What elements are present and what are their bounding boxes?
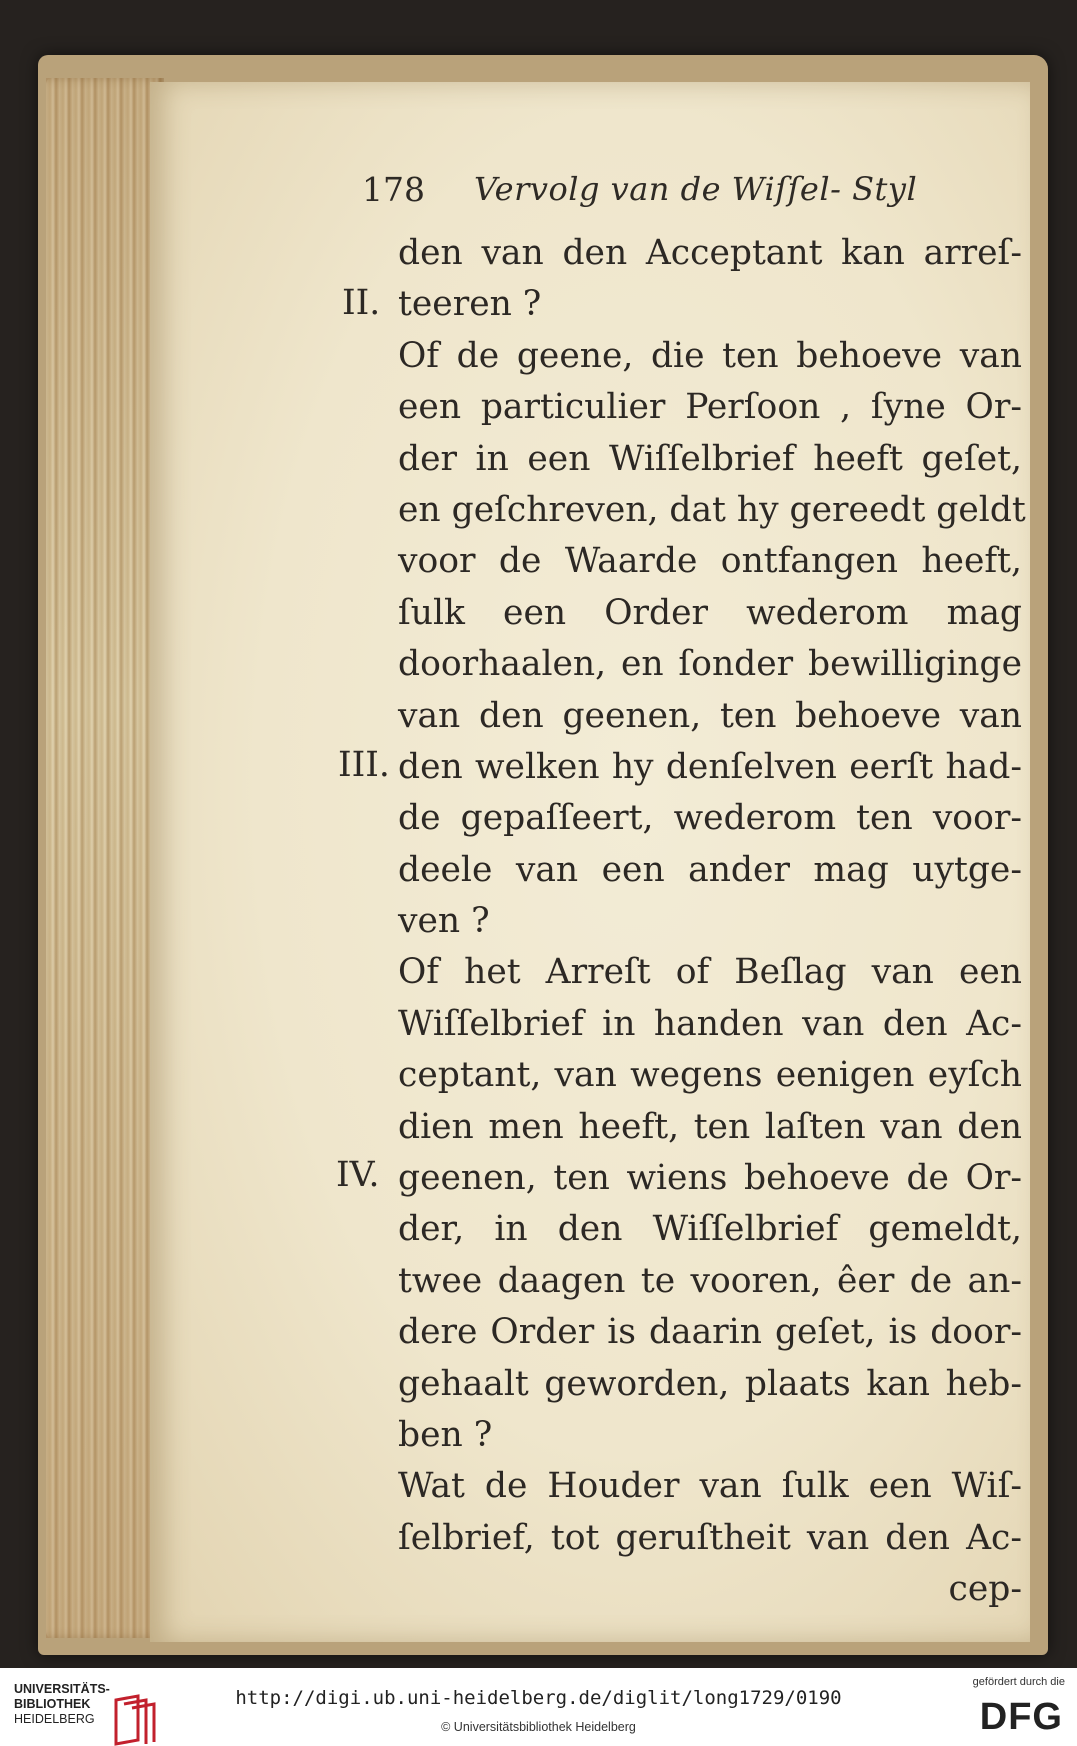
catchword: cep- [948,1569,1022,1610]
text-line: Wiſſelbrief in handen van den Ac- [398,1003,1022,1044]
library-name-line: UNIVERSITÄTS- [14,1682,110,1696]
page-edges [46,78,164,1638]
text-line: teeren ? [398,284,542,325]
text-line: geenen, ten wiens behoeve de Or- [398,1158,1022,1199]
permalink-url[interactable]: http://digi.ub.uni-heidelberg.de/diglit/long1729/0190 [235,1687,842,1709]
page-number: 178 [362,170,425,209]
text-line: de gepaſſeert, wederom ten voor- [398,798,1022,839]
question-numeral-4: IV. [336,1155,380,1195]
running-title: Vervolg van de Wiſſel- Styl [474,170,918,208]
text-line: dien men heeft, ten laſten van den [398,1106,1022,1147]
footer-bar [0,1668,1077,1746]
text-line: doorhaalen, en ſonder bewilliginge [398,644,1022,685]
text-line: Of de geene, die ten behoeve van [398,335,1022,376]
text-line: van den geenen, ten behoeve van [398,695,1022,736]
text-line: Wat de Houder van ſulk een Wiſ- [398,1466,1022,1507]
text-line: den van den Acceptant kan arreſ- [398,233,1022,273]
library-name-line: HEIDELBERG [14,1712,95,1726]
copyright-notice: © Universitätsbibliothek Heidelberg [441,1720,636,1734]
text-line: ſelbrief, tot geruſtheit van den Ac- [398,1517,1022,1558]
funding-note: gefördert durch die [972,1676,1065,1688]
text-line: gehaalt geworden, plaats kan heb- [398,1363,1022,1404]
text-line: ven ? [398,901,490,942]
library-name-line: BIBLIOTHEK [14,1697,91,1711]
text-line: ceptant, van wegens eenigen eyſch [398,1055,1022,1096]
question-numeral-3: III. [338,745,390,785]
question-numeral-2: II. [342,283,381,323]
text-line: voor de Waarde ontfangen heeft, [398,541,1022,582]
page-header [362,170,922,220]
text-line: Of het Arreſt of Beſlag van een [398,952,1022,993]
text-line: een particulier Perſoon , ſyne Or- [398,387,1022,428]
body-text [398,228,1026,1616]
text-line: ſulk een Order wederom mag [398,592,1022,633]
text-line: der in een Wiſſelbrief heeft geſet, [398,438,1022,479]
text-line: dere Order is daarin geſet, is door- [398,1312,1022,1353]
text-line: den welken hy denſelven eerſt had- [398,746,1022,787]
text-line: ben ? [398,1414,493,1455]
text-line: twee daagen te vooren, êer de an- [398,1260,1022,1301]
dfg-logo[interactable]: DFG [979,1696,1063,1738]
text-line: en geſchreven, dat hy gereedt geldt [398,489,1026,530]
text-line: deele van een ander mag uytge- [398,849,1022,890]
text-line: der, in den Wiſſelbrief gemeldt, [398,1209,1022,1250]
